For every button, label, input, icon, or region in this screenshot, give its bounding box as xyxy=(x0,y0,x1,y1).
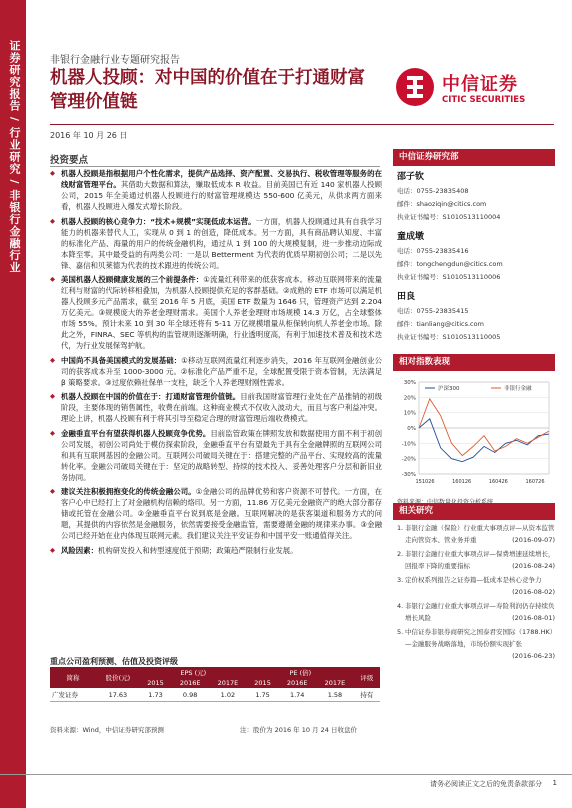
col-header: 2016E xyxy=(278,678,316,688)
paragraph-text: 目前监管政策在牌照发放和数据使用方面不利于初创公司发展，初创公司尚处于模仿探索阶段，金融垂直平台有望最先于具有全金融牌照的互联网公司和具有互联网基因的金融公司。互联网公司破局关键在于：搭建完整的产品平台、实现较高的流量转化率。金融公司破局关键在于：坚定的战略转型、持续的技术投入、妥善处理客户分层和新旧业务协同。 xyxy=(61,428,382,482)
related-item[interactable] xyxy=(397,548,555,572)
related-text: 定价权系列报告之证券篇—低成本是核心竞争力 xyxy=(405,576,542,584)
related-date: (2016-08-01) xyxy=(512,614,555,622)
summary-divider xyxy=(50,166,380,167)
paragraph-lead: 机器人投顾的核心竞争力：“技术+规模”实现低成本运营。 xyxy=(61,216,256,226)
summary-paragraph xyxy=(50,486,382,541)
analyst-email[interactable]: 邮件：tianliang@citics.com xyxy=(397,320,484,328)
paragraph-lead: 机器人投顾是指根据用户个性化需求，提供产品选择、资产配置、交易执行、税收管理等服务的在线财富管理平台。 xyxy=(61,169,382,189)
paragraph-lead: 建议关注积极拥抱变化的传统金融公司。 xyxy=(61,487,196,496)
estimates-source xyxy=(50,725,380,734)
diamond-bullet-icon: ◆ xyxy=(50,216,55,225)
y-tick-label: -20% xyxy=(401,456,416,463)
paragraph-text: ①金融公司的品牌优势和客户资源不可替代。一方面，在客户心中已经打上了对金融机构信赖的烙印。另一方面，11.86 万亿美元金融资产的绝大部分都存储或托管在金融公司。②金融垂直平台说到底是金融。互联网解决的是获客渠道和服务方式的问题，其提供的内容依然是金融服务，依然需要接受金融监管，需要遵循金融的规律来办事。③金融公司已经开始在业内体现互联网元素。我们建议关注平安证券和中国平安一账通值得关注。 xyxy=(61,487,382,540)
paragraph-text: 其借助大数据和算法，赚取低成本 R 收益。目前美国已有近 140 家机器人投顾公司，2015 年全美通过机器人投顾进行的财富管理规模达 550-600 亿美元，从供求两方面来看，机器人投顾进入爆发式增长阶段。 xyxy=(61,180,382,211)
analyst-name: 邵子钦 xyxy=(397,172,425,182)
relative-index-heading: 相对指数表现 xyxy=(393,354,555,371)
table-cell: 广发证券 xyxy=(50,688,96,702)
related-text: 非银行金融行业重大事项点评—保费增速延续增长，回报率下降的重要指标 xyxy=(405,550,555,570)
y-tick-label: 0% xyxy=(407,426,416,432)
diamond-bullet-icon: ◆ xyxy=(50,487,55,495)
footer-disclaimer: 请务必阅读正文之后的免责条款部分 xyxy=(430,780,542,788)
related-item[interactable] xyxy=(397,626,555,662)
report-type: 非银行金融行业专题研究报告 xyxy=(50,55,180,66)
legend-label: 沪深300 xyxy=(438,386,460,392)
related-heading: 相关研究 xyxy=(393,503,555,520)
diamond-bullet-icon: ◆ xyxy=(50,428,55,437)
report-date: 2016 年 10 月 26 日 xyxy=(50,131,128,140)
sidebar-band xyxy=(0,0,26,808)
table-cell: 0.98 xyxy=(171,688,209,702)
source-text: 资料来源：Wind，中信证券研究部预测 xyxy=(50,726,164,734)
logo-text-cn: 中信证券 xyxy=(442,74,518,95)
col-header: 评级 xyxy=(354,667,380,688)
diamond-bullet-icon: ◆ xyxy=(50,545,55,554)
col-header: 2015 xyxy=(247,678,278,688)
related-item[interactable] xyxy=(397,522,555,546)
table-cell: 1.02 xyxy=(209,688,247,702)
analyst-cert: 执业证书编号：S1010513110004 xyxy=(397,213,501,221)
analyst-card xyxy=(397,230,557,284)
citic-logo-icon xyxy=(396,68,434,106)
research-team-heading: 中信证券研究部 xyxy=(393,149,555,166)
summary-heading: 投资要点 xyxy=(50,155,89,166)
footer-divider xyxy=(0,774,572,775)
x-tick-label: 160426 xyxy=(488,479,508,485)
diamond-bullet-icon: ◆ xyxy=(50,392,55,400)
col-header: 简称 xyxy=(50,667,96,688)
analyst-phone: 电话：0755-23835416 xyxy=(397,247,469,255)
col-header: 2015 xyxy=(140,678,171,688)
y-tick-label: -30% xyxy=(401,472,416,478)
y-tick-label: 20% xyxy=(403,395,416,402)
paragraph-lead: 风险因素： xyxy=(61,545,98,555)
paragraph-lead: 金融垂直平台有望获得机器人投顾竞争优势。 xyxy=(61,428,211,438)
col-header: PE (倍) xyxy=(247,667,354,678)
x-tick-label: 160126 xyxy=(452,479,472,485)
analyst-phone: 电话：0755-23835408 xyxy=(397,187,469,195)
related-text: 非银行金融行业重大事项点评—寿险利润仍存持续负增长风险 xyxy=(405,602,555,622)
x-tick-label: 151026 xyxy=(415,479,435,485)
paragraph-text: 机构研发投入和转型速度低于预期；政策趋严限制行业发展。 xyxy=(97,545,298,555)
paragraph-text: 目前我国财富管理行业处在产品推销的初级阶段，主要体现的销售属性，收费在前端。这种商业模式不仅收入波动大，而且与客户利益冲突。理论上讲，机器人投顾有利于将其引导至稳定合理的财富管理后端收费模式。 xyxy=(61,392,382,423)
table-cell: 1.58 xyxy=(316,688,354,702)
related-item[interactable] xyxy=(397,574,555,598)
paragraph-text: 一方面，机器人投顾通过具有自我学习能力的机器来替代人工，实现从 0 到 1 的创造，降低成本。另一方面，具有商品聘认知度、丰富的标准化产品、海量的用户的传统金融机构，通过从 1 到 100 的大规模复制，进一步推动边际成本降至零。其中最受益的有两类公司：一是以 Betterment 为代表的优质早期初创公司；二是以先锋、嘉信和贝莱德为代表的技术跟进的传统公司。 xyxy=(61,216,382,270)
related-num: 2. xyxy=(397,550,404,558)
analyst-cert: 执业证书编号：S1010513110006 xyxy=(397,273,501,281)
analyst-card xyxy=(397,290,557,344)
diamond-bullet-icon: ◆ xyxy=(50,169,55,177)
related-text: 非银行金融（保险）行业重大事项点评—从资本监管走向管资本、管业务并重 xyxy=(405,524,555,544)
col-header: EPS (元) xyxy=(140,667,247,678)
related-date: (2016-08-24) xyxy=(512,562,555,570)
relative-index-chart xyxy=(395,374,553,494)
related-num: 5. xyxy=(397,628,404,636)
related-num: 3. xyxy=(397,576,404,584)
citic-logo xyxy=(396,68,556,110)
analyst-email[interactable]: 邮件：tongchengdun@citics.com xyxy=(397,260,503,268)
page-number: 1 xyxy=(552,779,557,787)
note-text: 注：股价为 2016 年 10 月 24 日收盘价 xyxy=(240,726,357,734)
paragraph-lead: 中国尚不具备美国模式的发展基础： xyxy=(61,355,182,365)
analyst-phone: 电话：0755-23835415 xyxy=(397,307,469,315)
summary-paragraph xyxy=(50,545,382,556)
table-cell: 1.74 xyxy=(278,688,316,702)
paragraph-lead: 机器人投顾在中国的价值在于：打通财富管理价值链。 xyxy=(61,392,241,401)
summary-body xyxy=(50,168,382,559)
analyst-name: 田良 xyxy=(397,292,416,302)
x-tick-label: 160726 xyxy=(525,479,545,485)
diamond-bullet-icon: ◆ xyxy=(50,355,55,364)
y-tick-label: 10% xyxy=(403,410,416,417)
series-line xyxy=(419,399,549,456)
summary-paragraph xyxy=(50,355,382,388)
related-text: 中信证券非银券商研究之国泰君安国际（1788.HK）—金融服务战略落地，市场份额实现扩张 xyxy=(405,628,554,648)
analyst-name: 童成墩 xyxy=(397,232,425,242)
related-num: 4. xyxy=(397,602,404,610)
analyst-card xyxy=(397,170,557,224)
paragraph-text: ①移动互联网流量红利逐步消失，2016 年互联网金融创业公司的获客成本升至 1000-3000 元。②标准化产品严重不足，全球配置受限于资本管制，无法满足 β 策略要求。③过度依赖社保单一支柱，缺乏个人养老理财刚性需求。 xyxy=(61,355,382,387)
col-header: 2017E xyxy=(316,678,354,688)
related-date: (2016-08-02) xyxy=(512,588,555,596)
related-date: (2016-09-07) xyxy=(512,536,555,544)
paragraph-text: ①流量红利带来的低获客成本。移动互联网带来的流量红利与财富的代际转移相叠加，为机器人投顾提供充足的客群基础。②成熟的 ETF 市场可以满足机器人投顾多元产品需求，截至 2016 年 5 月底，美国 ETF 数量为 1646 只，管理资产达到 2.204 万亿美元。③规模庞大的养老金理财需求。美国个人养老金理财市场规模 14.3 万亿，占全球整体市场 55%。预计未来 10 到 30 年全球还将有 5-11 万亿规模增量从柜保转向机人养老金市场。除此之外，FINRA、SEC 等机构的监管规则逐渐明确，行业透明度高，有利于加速技术普及和技术迭代，为行业发展保驾护航。 xyxy=(61,275,382,350)
table-row xyxy=(50,688,380,702)
estimates-table xyxy=(50,667,380,702)
related-list xyxy=(397,522,555,664)
related-num: 1. xyxy=(397,524,404,532)
diamond-bullet-icon: ◆ xyxy=(50,275,55,283)
summary-paragraph xyxy=(50,428,382,483)
estimates-title: 重点公司盈利预测、估值及投资评级 xyxy=(50,657,178,666)
sidebar-label: 证券研究报告 / 行业研究 / 非银行金融行业 xyxy=(8,40,21,274)
summary-paragraph xyxy=(50,274,382,351)
summary-paragraph xyxy=(50,168,382,212)
y-tick-label: -10% xyxy=(401,441,416,448)
legend-label: 非银行金融 xyxy=(504,386,532,392)
col-header: 股价(元) xyxy=(96,667,140,688)
report-title: 机器人投顾：对中国的价值在于打通财富管理价值链 xyxy=(50,68,365,112)
col-header: 2016E xyxy=(171,678,209,688)
y-tick-label: 30% xyxy=(403,380,416,386)
col-header: 2017E xyxy=(209,678,247,688)
paragraph-lead: 美国机器人投顾健康发展的三个前提条件： xyxy=(61,275,204,284)
table-cell: 17.63 xyxy=(96,688,140,702)
analyst-email[interactable]: 邮件：shaoziqin@citics.com xyxy=(397,200,487,208)
summary-paragraph xyxy=(50,391,382,424)
table-cell: 1.75 xyxy=(247,688,278,702)
table-cell: 持有 xyxy=(354,688,380,702)
logo-text-en: CITIC SECURITIES xyxy=(442,95,526,105)
related-item[interactable] xyxy=(397,600,555,624)
title-divider xyxy=(50,124,554,125)
summary-paragraph xyxy=(50,216,382,271)
chart-svg xyxy=(395,374,553,494)
related-date: (2016-06-23) xyxy=(512,652,555,660)
analyst-cert: 执业证书编号：S1010513110005 xyxy=(397,333,501,341)
series-line xyxy=(419,419,549,462)
table-cell: 1.73 xyxy=(140,688,171,702)
